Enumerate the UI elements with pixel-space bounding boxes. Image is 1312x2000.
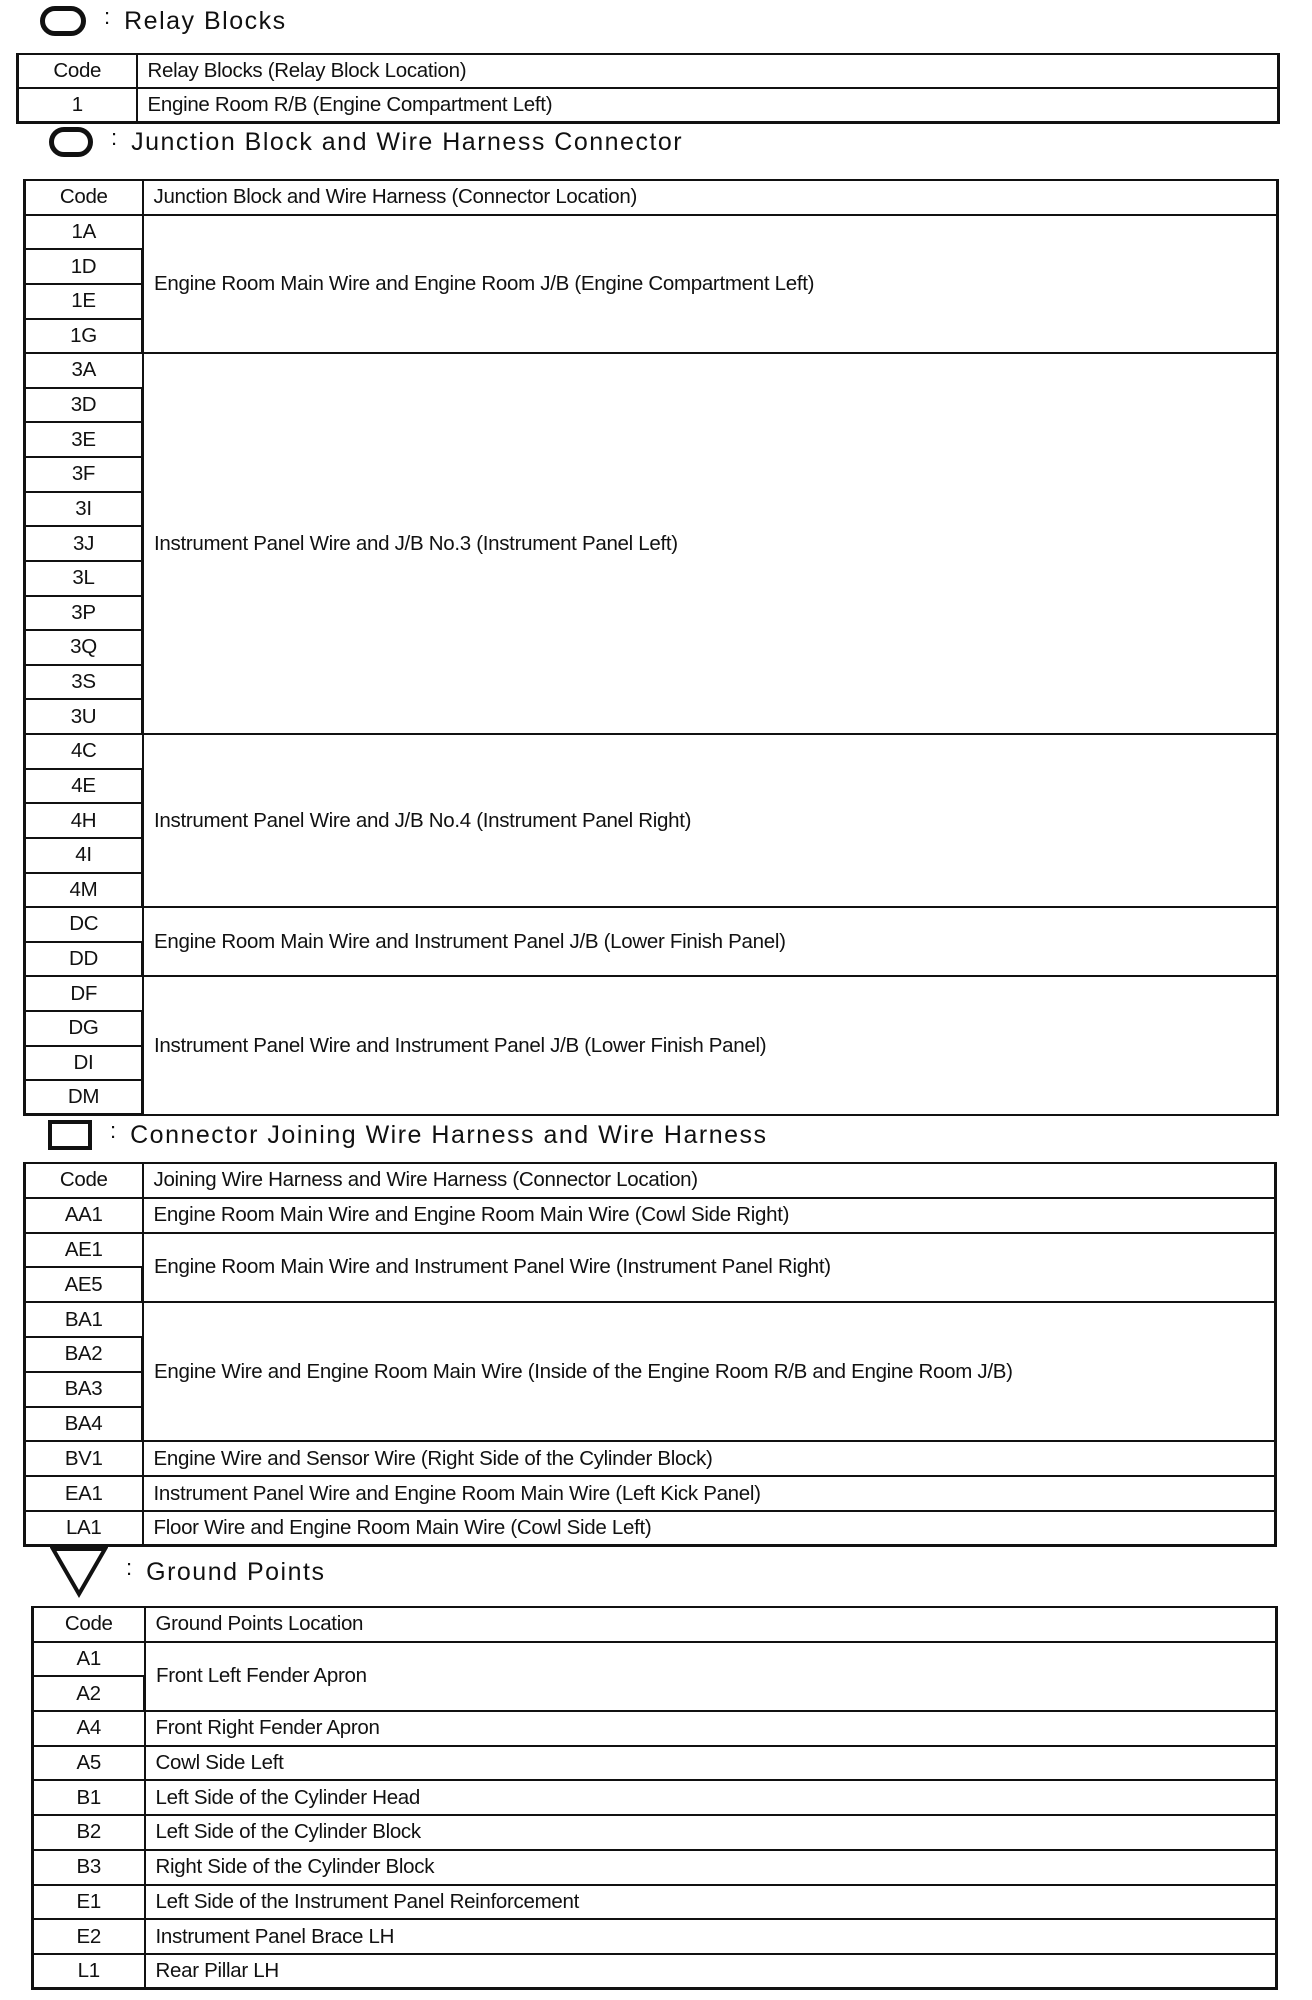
location-cell: Front Left Fender Apron — [145, 1642, 1277, 1711]
code-cell: 3F — [25, 457, 143, 492]
table-header-row — [25, 1163, 1276, 1198]
location-cell: Front Right Fender Apron — [145, 1711, 1277, 1746]
table-row — [25, 734, 1278, 769]
table-row — [25, 1476, 1276, 1511]
code-column-header: Code — [25, 180, 143, 215]
code-cell: AE1 — [25, 1233, 143, 1268]
code-cell: BA4 — [25, 1407, 143, 1442]
code-cell: 3S — [25, 665, 143, 700]
code-cell: DI — [25, 1046, 143, 1081]
heading-colon: : — [104, 4, 111, 29]
table-row — [25, 976, 1278, 1011]
code-cell: DD — [25, 942, 143, 977]
relay-block-oval-icon — [40, 6, 86, 36]
table-row — [18, 88, 1279, 122]
code-cell: A1 — [33, 1642, 145, 1677]
code-cell: DF — [25, 976, 143, 1011]
heading-colon: : — [110, 1118, 117, 1143]
location-cell: Engine Room Main Wire and Instrument Panel Wire (Instrument Panel Right) — [143, 1233, 1276, 1303]
code-cell: BA1 — [25, 1302, 143, 1337]
location-cell: Instrument Panel Brace LH — [145, 1919, 1277, 1954]
code-cell: EA1 — [25, 1476, 143, 1511]
location-cell: Engine Room Main Wire and Engine Room Main Wire (Cowl Side Right) — [143, 1198, 1276, 1233]
table-row — [33, 1780, 1277, 1815]
code-cell: 1 — [18, 88, 137, 122]
connector-title: Connector Joining Wire Harness and Wire Harness — [130, 1120, 768, 1149]
connector-heading — [48, 1120, 768, 1150]
code-cell: AE5 — [25, 1267, 143, 1302]
code-cell: 3L — [25, 561, 143, 596]
code-cell: AA1 — [25, 1198, 143, 1233]
location-cell: Instrument Panel Wire and Engine Room Main Wire (Left Kick Panel) — [143, 1476, 1276, 1511]
location-column-header: Relay Blocks (Relay Block Location) — [137, 54, 1279, 88]
code-cell: 3U — [25, 699, 143, 734]
location-column-header: Joining Wire Harness and Wire Harness (Connector Location) — [143, 1163, 1276, 1198]
table-header-row — [25, 180, 1278, 215]
code-cell: 4C — [25, 734, 143, 769]
code-cell: 4M — [25, 873, 143, 908]
junction-block-table — [23, 179, 1279, 1116]
location-cell: Rear Pillar LH — [145, 1954, 1277, 1989]
relay-blocks-heading — [40, 6, 287, 36]
code-cell: 4H — [25, 803, 143, 838]
connector-table — [23, 1162, 1277, 1547]
connector-rect-icon — [48, 1120, 92, 1150]
location-cell: Left Side of the Instrument Panel Reinforcement — [145, 1885, 1277, 1920]
code-cell: 3J — [25, 526, 143, 561]
ground-points-table — [31, 1606, 1278, 1990]
ground-points-title: Ground Points — [146, 1557, 326, 1586]
table-row — [25, 1511, 1276, 1546]
table-row — [25, 1441, 1276, 1476]
relay-blocks-table — [16, 53, 1280, 124]
location-cell: Engine Wire and Engine Room Main Wire (Inside of the Engine Room R/B and Engine Room J/B) — [143, 1302, 1276, 1441]
location-cell: Floor Wire and Engine Room Main Wire (Cowl Side Left) — [143, 1511, 1276, 1546]
table-row — [25, 1233, 1276, 1268]
code-cell: BV1 — [25, 1441, 143, 1476]
table-row — [33, 1711, 1277, 1746]
location-cell: Engine Room Main Wire and Instrument Panel J/B (Lower Finish Panel) — [143, 907, 1278, 976]
code-cell: 3I — [25, 492, 143, 527]
table-row — [25, 1302, 1276, 1337]
code-cell: 3A — [25, 353, 143, 388]
code-column-header: Code — [18, 54, 137, 88]
table-header-row — [18, 54, 1279, 88]
junction-block-heading — [49, 127, 683, 157]
ground-triangle-icon — [50, 1546, 108, 1598]
table-row — [33, 1815, 1277, 1850]
code-cell: DG — [25, 1011, 143, 1046]
junction-block-oval-icon — [49, 127, 93, 157]
location-cell: Cowl Side Left — [145, 1746, 1277, 1781]
code-cell: E2 — [33, 1919, 145, 1954]
location-cell: Left Side of the Cylinder Head — [145, 1780, 1277, 1815]
code-cell: A5 — [33, 1746, 145, 1781]
location-cell: Instrument Panel Wire and J/B No.3 (Instrument Panel Left) — [143, 353, 1278, 734]
code-cell: A4 — [33, 1711, 145, 1746]
code-cell: B3 — [33, 1850, 145, 1885]
code-cell: 4I — [25, 838, 143, 873]
code-cell: B2 — [33, 1815, 145, 1850]
code-cell: L1 — [33, 1954, 145, 1989]
table-header-row — [33, 1607, 1277, 1642]
table-row — [33, 1885, 1277, 1920]
code-cell: B1 — [33, 1780, 145, 1815]
table-row — [33, 1642, 1277, 1677]
code-cell: 1A — [25, 215, 143, 250]
location-cell: Right Side of the Cylinder Block — [145, 1850, 1277, 1885]
code-cell: 1E — [25, 284, 143, 319]
location-cell: Instrument Panel Wire and J/B No.4 (Instrument Panel Right) — [143, 734, 1278, 907]
code-cell: BA3 — [25, 1372, 143, 1407]
location-cell: Engine Wire and Sensor Wire (Right Side of the Cylinder Block) — [143, 1441, 1276, 1476]
code-cell: DC — [25, 907, 143, 942]
code-cell: 3E — [25, 422, 143, 457]
table-row — [33, 1919, 1277, 1954]
table-row — [33, 1850, 1277, 1885]
relay-blocks-title: Relay Blocks — [124, 6, 287, 35]
code-cell: 3P — [25, 596, 143, 631]
code-cell: LA1 — [25, 1511, 143, 1546]
code-cell: DM — [25, 1080, 143, 1115]
table-row — [25, 353, 1278, 388]
heading-colon: : — [126, 1555, 133, 1580]
location-cell: Left Side of the Cylinder Block — [145, 1815, 1277, 1850]
table-row — [33, 1746, 1277, 1781]
code-column-header: Code — [33, 1607, 145, 1642]
location-column-header: Ground Points Location — [145, 1607, 1277, 1642]
code-cell: A2 — [33, 1676, 145, 1711]
ground-points-heading — [50, 1546, 325, 1598]
code-cell: 3Q — [25, 630, 143, 665]
table-row — [25, 215, 1278, 250]
code-cell: 4E — [25, 769, 143, 804]
location-cell: Engine Room R/B (Engine Compartment Left) — [137, 88, 1279, 122]
table-row — [33, 1954, 1277, 1989]
location-cell: Instrument Panel Wire and Instrument Panel J/B (Lower Finish Panel) — [143, 976, 1278, 1115]
heading-colon: : — [111, 125, 118, 150]
table-row — [25, 907, 1278, 942]
code-cell: 1G — [25, 319, 143, 354]
code-column-header: Code — [25, 1163, 143, 1198]
location-cell: Engine Room Main Wire and Engine Room J/B (Engine Compartment Left) — [143, 215, 1278, 354]
code-cell: E1 — [33, 1885, 145, 1920]
junction-block-title: Junction Block and Wire Harness Connector — [131, 127, 684, 156]
code-cell: BA2 — [25, 1337, 143, 1372]
code-cell: 1D — [25, 249, 143, 284]
code-cell: 3D — [25, 388, 143, 423]
table-row — [25, 1198, 1276, 1233]
location-column-header: Junction Block and Wire Harness (Connector Location) — [143, 180, 1278, 215]
